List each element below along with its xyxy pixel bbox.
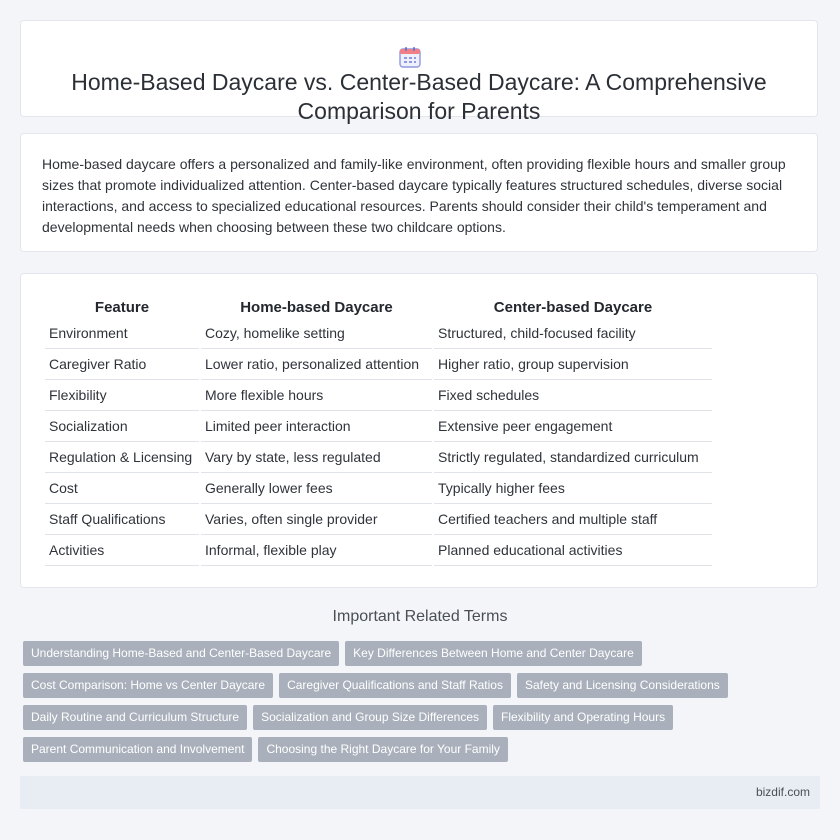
feature-cell: Caregiver Ratio [45, 349, 199, 380]
header-feature: Feature [94, 298, 150, 316]
related-term-tag[interactable]: Choosing the Right Daycare for Your Family [258, 737, 507, 762]
table-row [45, 318, 712, 349]
home-cell: Limited peer interaction [201, 411, 432, 442]
table-row [45, 380, 712, 411]
home-cell: Vary by state, less regulated [201, 442, 432, 473]
comparison-table [43, 296, 714, 566]
related-term-tag[interactable]: Key Differences Between Home and Center Daycare [345, 641, 642, 666]
related-term-tag[interactable]: Socialization and Group Size Differences [253, 705, 487, 730]
feature-cell: Activities [45, 535, 199, 566]
center-cell: Higher ratio, group supervision [434, 349, 712, 380]
feature-cell: Environment [45, 318, 199, 349]
title-card [20, 20, 818, 124]
related-term-tag[interactable]: Parent Communication and Involvement [23, 737, 252, 762]
center-cell: Fixed schedules [434, 380, 712, 411]
table-row [45, 535, 712, 566]
intro-paragraph: Home-based daycare offers a personalized and family-like environment, often providing flexible hours and smaller group sizes that promote individualized attention. Center-based daycare typically features structured schedules, diverse social interactions, and access to specialized educational resources. Parents should consider their child's temperament and developmental needs when choosing between these two childcare options. [42, 156, 786, 235]
table-row [45, 442, 712, 473]
table-row [45, 411, 712, 442]
related-term-tag[interactable]: Safety and Licensing Considerations [517, 673, 728, 698]
related-term-tag[interactable]: Caregiver Qualifications and Staff Ratios [279, 673, 511, 698]
page-title: Home-Based Daycare vs. Center-Based Daycare: A Comprehensive Comparison for Parents [71, 69, 767, 124]
related-terms-list [23, 641, 823, 769]
related-term-tag[interactable]: Daily Routine and Curriculum Structure [23, 705, 247, 730]
home-cell: Generally lower fees [201, 473, 432, 504]
tag-row [23, 673, 823, 705]
header-center-based: Center-based Daycare [493, 298, 653, 316]
feature-cell: Staff Qualifications [45, 504, 199, 535]
center-cell: Strictly regulated, standardized curriculum [434, 442, 712, 473]
intro-card [20, 133, 818, 252]
table-card [20, 273, 818, 588]
feature-cell: Flexibility [45, 380, 199, 411]
related-term-tag[interactable]: Cost Comparison: Home vs Center Daycare [23, 673, 273, 698]
home-cell: Lower ratio, personalized attention [201, 349, 432, 380]
center-cell: Planned educational activities [434, 535, 712, 566]
site-name[interactable]: bizdif.com [755, 785, 810, 799]
footer [20, 776, 820, 809]
center-cell: Certified teachers and multiple staff [434, 504, 712, 535]
related-terms-heading: Important Related Terms [332, 608, 508, 625]
feature-cell: Cost [45, 473, 199, 504]
home-cell: More flexible hours [201, 380, 432, 411]
feature-cell: Socialization [45, 411, 199, 442]
center-cell: Extensive peer engagement [434, 411, 712, 442]
tag-row [23, 737, 823, 769]
table-row [45, 473, 712, 504]
related-term-tag[interactable]: Understanding Home-Based and Center-Based Daycare [23, 641, 339, 666]
home-cell: Cozy, homelike setting [201, 318, 432, 349]
feature-cell: Regulation & Licensing [45, 442, 199, 473]
home-cell: Informal, flexible play [201, 535, 432, 566]
home-cell: Varies, often single provider [201, 504, 432, 535]
table-row [45, 504, 712, 535]
related-term-tag[interactable]: Flexibility and Operating Hours [493, 705, 673, 730]
center-cell: Structured, child-focused facility [434, 318, 712, 349]
table-row [45, 349, 712, 380]
tag-row [23, 641, 823, 673]
calendar-icon [399, 46, 421, 68]
table-header-row [45, 296, 712, 318]
tag-row [23, 705, 823, 737]
center-cell: Typically higher fees [434, 473, 712, 504]
header-home-based: Home-based Daycare [240, 298, 393, 316]
title-wrap [21, 43, 817, 126]
